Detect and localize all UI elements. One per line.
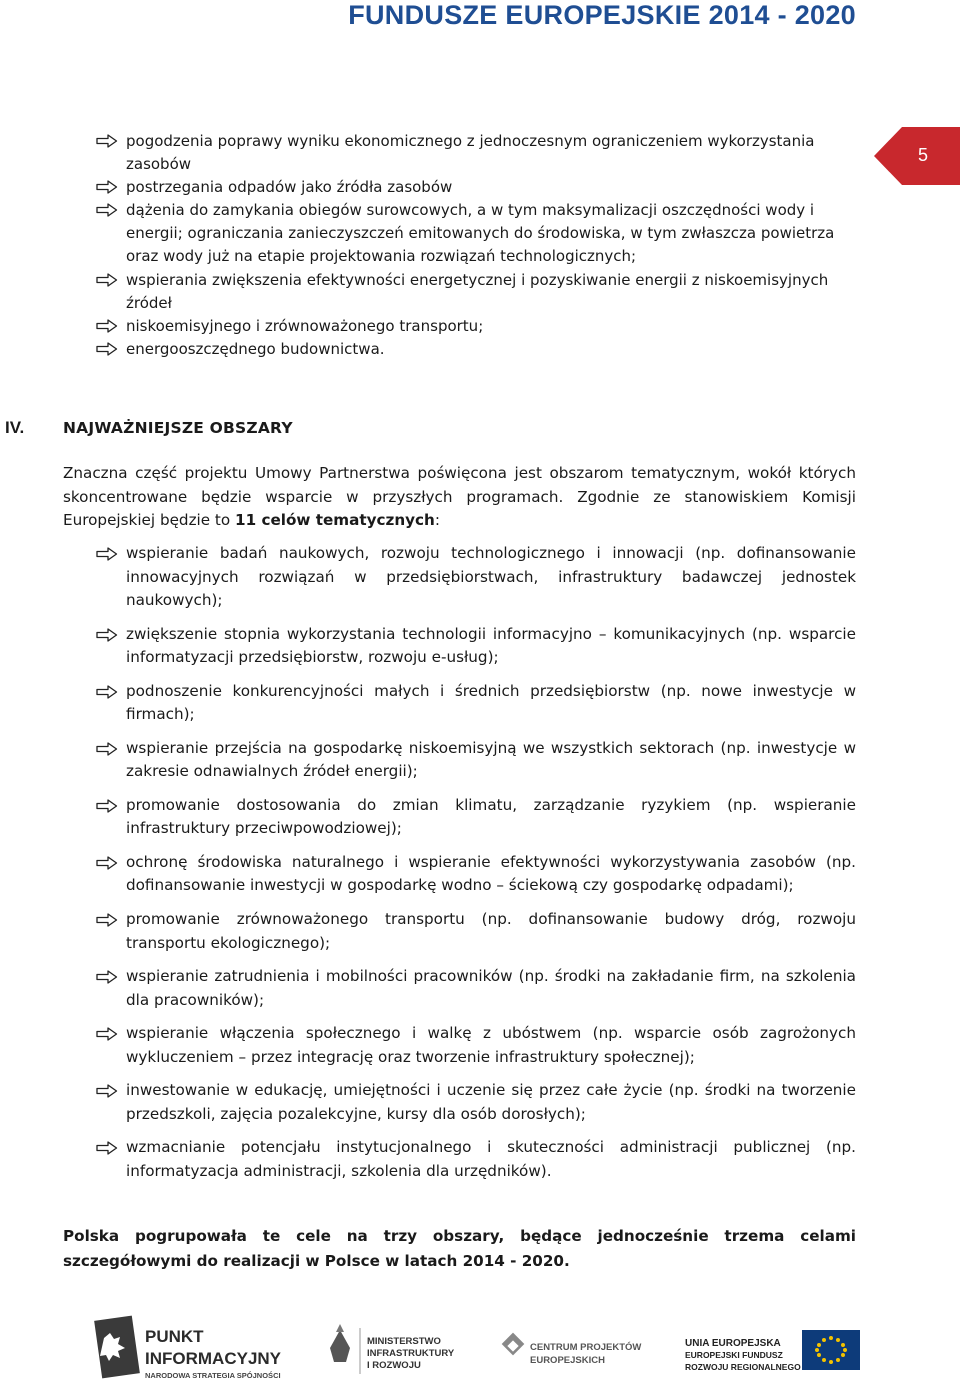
goal-item bbox=[96, 737, 856, 784]
goal-item bbox=[96, 1079, 856, 1126]
arrow-bullet-icon bbox=[96, 856, 118, 870]
list-item-text: pogodzenia poprawy wyniku ekonomicznego z jednoczesnym ograniczeniem wykorzystania zasobów bbox=[126, 132, 815, 174]
arrow-bullet-icon bbox=[96, 273, 118, 287]
list-item bbox=[96, 199, 856, 268]
footer-logos bbox=[0, 1310, 960, 1396]
centrum-line1: CENTRUM PROJEKTÓW bbox=[530, 1342, 642, 1353]
top-bullet-list bbox=[96, 130, 856, 361]
punkt-line3: NARODOWA STRATEGIA SPÓJNOŚCI bbox=[145, 1371, 281, 1380]
page-number: 5 bbox=[917, 145, 928, 165]
punkt-line2: INFORMACYJNY bbox=[145, 1349, 282, 1368]
intro-bold-text: 11 celów tematycznych bbox=[235, 511, 435, 529]
punkt-line1: PUNKT bbox=[145, 1327, 204, 1346]
goals-list bbox=[96, 542, 856, 1194]
goal-item bbox=[96, 908, 856, 955]
list-item bbox=[96, 315, 856, 338]
goal-item bbox=[96, 623, 856, 670]
closing-paragraph: Polska pogrupowała te cele na trzy obszary, będące jednocześnie trzema celami szczegółowymi do realizacji w Polsce w latach 2014 - 2020. bbox=[63, 1227, 856, 1270]
goal-text: wspieranie przejścia na gospodarkę niskoemisyjną we wszystkich sektorach (np. inwestycje w zakresie odnawialnych źródeł energii); bbox=[126, 738, 856, 781]
eu-logo bbox=[685, 1330, 860, 1372]
section-title: NAJWAŻNIEJSZE OBSZARY bbox=[63, 419, 293, 437]
centrum-line2: EUROPEJSKICH bbox=[530, 1355, 605, 1366]
section-intro bbox=[63, 462, 856, 533]
goal-text: inwestowanie w edukację, umiejętności i uczenie się przez całe życie (np. środki na tworzenie przedszkoli, zajęcia pozalekcyjne, kursy dla osób dorosłych); bbox=[126, 1081, 856, 1123]
header-title: FUNDUSZE EUROPEJSKIE 2014 - 2020 bbox=[348, 0, 856, 30]
arrow-bullet-icon bbox=[96, 685, 118, 699]
arrow-bullet-icon bbox=[96, 134, 118, 148]
intro-end: : bbox=[434, 511, 440, 529]
ue-line2: EUROPEJSKI FUNDUSZ bbox=[685, 1350, 783, 1360]
list-item bbox=[96, 176, 856, 199]
goal-text: wspieranie badań naukowych, rozwoju technologicznego i innowacji (np. dofinansowanie innowacyjnych rozwiązań w przedsiębiorstwach, infrastruktury badawczej jednostek naukowych); bbox=[126, 544, 856, 609]
ministerstwo-logo bbox=[330, 1324, 455, 1374]
arrow-bullet-icon bbox=[96, 547, 118, 561]
goal-text: wspieranie włączenia społecznego i walkę z ubóstwem (np. wsparcie osób zagrożonych wykluczeniem – przez integrację oraz tworzenie infrastruktury społecznej); bbox=[126, 1024, 856, 1066]
ue-line3: ROZWOJU REGIONALNEGO bbox=[685, 1362, 801, 1372]
goal-text: zwiększenie stopnia wykorzystania technologii informacyjno – komunikacyjnych (np. wsparcie informatyzacji przedsiębiorstw, rozwoju e-usług); bbox=[126, 624, 856, 667]
ministerstwo-line2: INFRASTRUKTURY bbox=[367, 1348, 455, 1359]
goal-text: wzmacnianie potencjału instytucjonalnego i skuteczności administracji publicznej (np. informatyzacja administracji, szkolenia dla urzędników). bbox=[126, 1138, 856, 1180]
goal-text: podnoszenie konkurencyjności małych i średnich przedsiębiorstw (np. nowe inwestycje w firmach); bbox=[126, 681, 856, 724]
goal-item bbox=[96, 851, 856, 898]
ue-line1: UNIA EUROPEJSKA bbox=[685, 1338, 781, 1349]
arrow-bullet-icon bbox=[96, 799, 118, 813]
punkt-informacyjny-logo bbox=[94, 1316, 282, 1380]
arrow-bullet-icon bbox=[96, 1141, 118, 1155]
arrow-bullet-icon bbox=[96, 319, 118, 333]
goal-text: promowanie dostosowania do zmian klimatu, zarządzanie ryzykiem (np. wspieranie infrastruktury przeciwpowodziowej); bbox=[126, 795, 856, 838]
intro-text: Znaczna część projektu Umowy Partnerstwa poświęcona jest obszarom tematycznym, wokół których skoncentrowane będzie wsparcie w przyszłych programach. Zgodnie ze stanowiskiem Komisji Europejskiej będzie to bbox=[63, 464, 856, 529]
arrow-bullet-icon bbox=[96, 203, 118, 217]
list-item-text: wspierania zwiększenia efektywności energetycznej i pozyskiwanie energii z niskoemisyjnych źródeł bbox=[126, 270, 829, 312]
goal-item bbox=[96, 680, 856, 727]
centrum-projektow-logo bbox=[502, 1333, 642, 1366]
goal-item bbox=[96, 794, 856, 841]
ministerstwo-line3: I ROZWOJU bbox=[367, 1360, 421, 1371]
goal-item bbox=[96, 965, 856, 1012]
list-item-text: dążenia do zamykania obiegów surowcowych, a w tym maksymalizacji oszczędności wody i energii; ograniczania zanieczyszczeń emitowanych do środowiska, w tym zwłaszcza powietrza oraz wody już na etapie projektowania rozwiązań technologicznych; bbox=[126, 201, 835, 266]
goal-text: wspieranie zatrudnienia i mobilności pracowników (np. środki na zakładanie firm, na szkolenia dla pracowników); bbox=[126, 967, 856, 1009]
list-item bbox=[96, 130, 856, 176]
list-item bbox=[96, 269, 856, 315]
arrow-bullet-icon bbox=[96, 1084, 118, 1098]
arrow-bullet-icon bbox=[96, 913, 118, 927]
list-item-text: niskoemisyjnego i zrównoważonego transportu; bbox=[126, 316, 484, 335]
goal-text: promowanie zrównoważonego transportu (np. dofinansowanie budowy dróg, rozwoju transportu ekologicznego); bbox=[126, 910, 856, 952]
goal-item bbox=[96, 1022, 856, 1069]
arrow-bullet-icon bbox=[96, 1027, 118, 1041]
goal-text: ochronę środowiska naturalnego i wspieranie efektywności wykorzystywania zasobów (np. dofinansowanie inwestycji w gospodarkę wodno – ściekową czy gospodarkę odpadami); bbox=[126, 852, 856, 895]
ministerstwo-line1: MINISTERSTWO bbox=[367, 1336, 441, 1347]
goal-item bbox=[96, 542, 856, 613]
arrow-bullet-icon bbox=[96, 628, 118, 642]
arrow-bullet-icon bbox=[96, 342, 118, 356]
list-item-text: energooszczędnego budownictwa. bbox=[126, 339, 385, 358]
arrow-bullet-icon bbox=[96, 970, 118, 984]
list-item-text: postrzegania odpadów jako źródła zasobów bbox=[126, 178, 453, 197]
arrow-bullet-icon bbox=[96, 180, 118, 194]
section-number: IV. bbox=[5, 418, 25, 437]
goal-item bbox=[96, 1136, 856, 1183]
list-item bbox=[96, 338, 856, 361]
arrow-bullet-icon bbox=[96, 742, 118, 756]
